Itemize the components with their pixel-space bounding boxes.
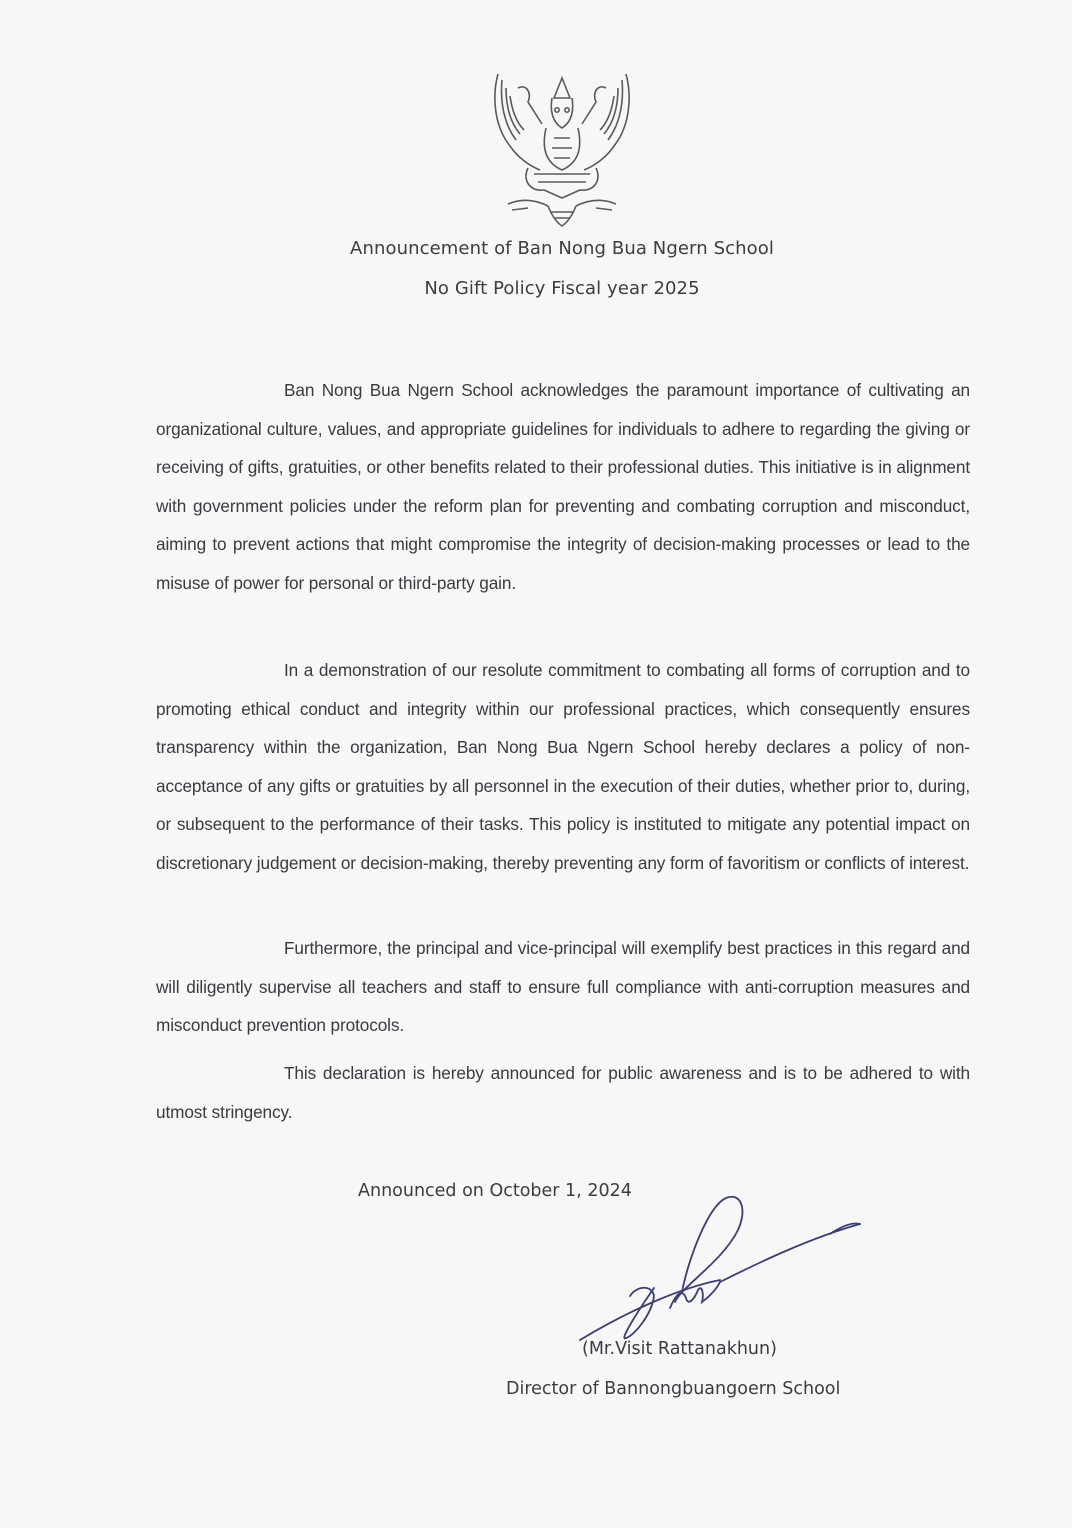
signatory-name: (Mr.Visit Rattanakhun) — [582, 1339, 777, 1359]
body-paragraph-2: In a demonstration of our resolute commitment to combating all forms of corruption and to promoting ethical conduct and integrity within our professional practices, which consequently ensures transparency within the organization, Ban Nong Bua Ngern School hereby declares a policy of non-acceptance of any gifts or gratuities by all personnel in the execution of their duties, whether prior to, during, or subsequent to the performance of their tasks. This policy is instituted to mitigate any potential impact on discretionary judgement or decision-making, thereby preventing any form of favoritism or conflicts of interest. — [156, 660, 970, 873]
signatory-title: Director of Bannongbuangoern School — [506, 1379, 841, 1399]
body-paragraph-1: Ban Nong Bua Ngern School acknowledges the paramount importance of cultivating an organizational culture, values, and appropriate guidelines for individuals to adhere to regarding the giving or receiving of gifts, gratuities, or other benefits related to their professional duties. This initiative is in alignment with government policies under the reform plan for preventing and combating corruption and misconduct, aiming to prevent actions that might compromise the integrity of decision-making processes or lead to the misuse of power for personal or third-party gain. — [156, 380, 970, 593]
body-paragraph-4: This declaration is hereby announced for public awareness and is to be adhered to with utmost stringency. — [156, 1063, 970, 1122]
garuda-emblem-icon — [488, 66, 636, 232]
policy-subtitle: No Gift Policy Fiscal year 2025 — [424, 278, 700, 299]
announcement-title: Announcement of Ban Nong Bua Ngern School — [350, 238, 774, 259]
announcement-date: Announced on October 1, 2024 — [358, 1181, 632, 1201]
body-paragraph-3: Furthermore, the principal and vice-principal will exemplify best practices in this regard and will diligently supervise all teachers and staff to ensure full compliance with anti-corruption measures and misconduct prevention protocols. — [156, 938, 970, 1036]
signature-mark — [570, 1190, 870, 1350]
